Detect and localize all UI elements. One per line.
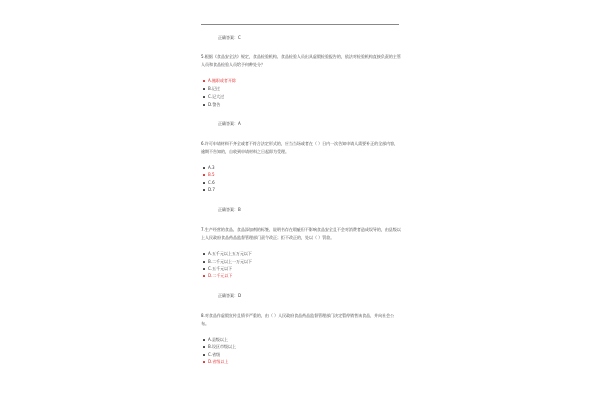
question-text: 5.根据《食品安全法》规定，食品检验机构、食品检验人员出具虚假检验报告的，依法对检验机构直接负责的主管人员和食品检验人员给予何种处分？ <box>201 54 401 67</box>
question-text: 8.对食品作虚假宣传且情节严重的，由（ ）人民政府食品药品监督管理部门决定暂停销售该食品，并向社会公布。 <box>201 313 395 326</box>
option-d[interactable]: D.7 <box>208 187 215 192</box>
option-c[interactable]: C.记大过 <box>208 94 225 99</box>
option-b[interactable]: B.设区市级以上 <box>208 344 237 349</box>
option-d[interactable]: D.省级以上 <box>208 359 229 364</box>
option-c[interactable]: C.6 <box>208 180 215 185</box>
answer-label: 正确答案：D <box>218 293 242 298</box>
option-a[interactable]: A.3 <box>208 165 215 170</box>
option-c[interactable]: C.五千元以下 <box>208 266 233 271</box>
option-a[interactable]: A.县级以上 <box>208 337 228 342</box>
question-text: 6.许可申请材料不齐全或者不符合法定形式的，应当当场或者在（ ）日内一次告知申请人需要补正的全部内容，逾期不告知的，自收到申请材料之日起即为受理。 <box>201 141 399 154</box>
option-a[interactable]: A.五千元以上五万元以下 <box>208 251 252 256</box>
option-d[interactable]: D.警告 <box>208 102 221 107</box>
option-b[interactable]: B.5 <box>208 172 215 177</box>
option-a[interactable]: A.撤职或者开除 <box>208 78 236 83</box>
answer-label: 正确答案：A <box>218 121 241 126</box>
question-text: 7.生产经营的食品、食品添加剂的标签、说明书存在瑕疵但不影响食品安全且不会对消费者造成误导的，由县级以上人民政府食品药品监督管理部门责令改正；拒不改正的，处以（ ）罚款。 <box>201 227 401 240</box>
answer-label: 正确答案：B <box>218 207 241 212</box>
option-b[interactable]: B.记过 <box>208 86 221 91</box>
option-d[interactable]: D.二千元以下 <box>208 273 233 278</box>
option-c[interactable]: C.省级 <box>208 352 221 357</box>
option-b[interactable]: B.二千元以上一万元以下 <box>208 259 253 264</box>
top-divider <box>201 24 399 25</box>
answer-label: 正确答案：C <box>218 35 241 40</box>
